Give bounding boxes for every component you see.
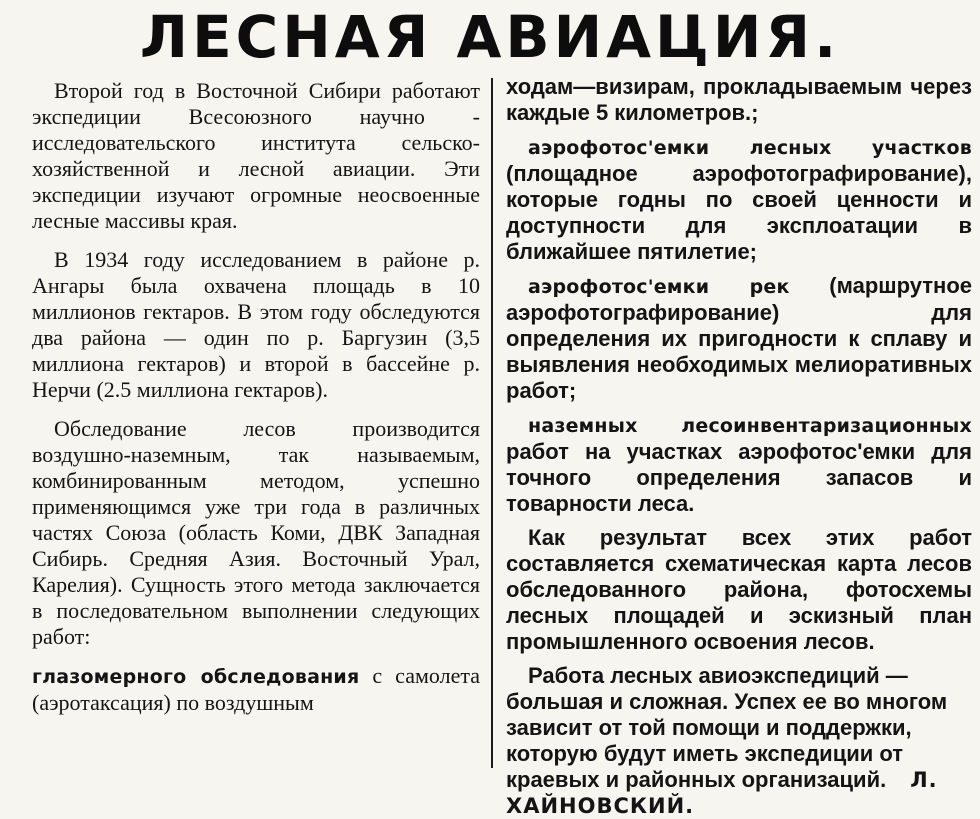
conclusion-text: Работа лесных авиоэкспедиций — большая и сложная. Успех ее во многом зависит от той помощи и поддержки, которую будут иметь экспедиции от краевых и районных организаций.: [506, 663, 948, 792]
right-column: [506, 74, 972, 818]
author-signature: Л. ХАЙНОВСКИЙ.: [506, 768, 938, 818]
column-divider: [491, 78, 493, 768]
article-title: ЛЕСНАЯ АВИАЦИЯ.: [139, 3, 841, 71]
paragraph-intro: Второй год в Восточной Сибири работают экспедиции Всесоюзного научно - исследовательского института сельско-хозяйственной и лесной авиации. Эти экспедиции изучают огромные неосвоенные лесные массивы края.: [32, 78, 480, 233]
paragraph-method: Обследование лесов производится воздушно-наземным, так называемым, комбинированным методом, успешно применяющимся уже три года в различных частях Союза (область Коми, ДВК Западная Сибирь. Средняя Азия. Восточный Урал, Карелия). Сущность этого метода заключается в последовательном выполнении следующих работ:: [32, 416, 480, 649]
list-item-term: аэрофотос'емки рек: [528, 276, 790, 298]
list-item-text: работ на участках аэрофотос'емки для точного определения запасов и товарности леса.: [506, 439, 972, 516]
left-column: [32, 78, 480, 768]
list-item-visual-survey: [32, 663, 480, 716]
list-item-term: глазомерного обследования: [32, 666, 360, 688]
list-item-text: с самолета (аэротаксация) по воздушным: [32, 663, 480, 715]
list-item-ground-inventory: [506, 412, 972, 517]
list-item-term: аэрофотос'емки лесных участков: [528, 137, 972, 159]
paragraph-result: Как результат всех этих работ составляется схематическая карта лесов обследованного района, фотосхемы лесных площадей и эскизный план промышленного освоения лесов.: [506, 525, 972, 654]
list-item-river-photography: [506, 273, 972, 404]
list-item-text: (маршрутное аэрофотографирование) для определения их пригодности к сплаву и выявления необходимых мелиоративных работ;: [506, 273, 972, 403]
paragraph-continuation: ходам—визирам, прокладываемым через каждые 5 километров.;: [506, 74, 972, 125]
paragraph-conclusion: [506, 663, 972, 819]
paragraph-1934-survey: В 1934 году исследованием в районе р. Ангары была охвачена площадь в 10 миллионов гектаров. В этом году обследуются два района — один по р. Баргузин (3,5 миллиона гектаров) и второй в бассейне р. Нерчи (2.5 миллиона гектаров).: [32, 247, 480, 402]
list-item-term: наземных лесоинвентаризационных: [528, 415, 972, 437]
list-item-area-photography: [506, 134, 972, 265]
list-item-text: (площадное аэрофотографирование), которые годны по своей ценности и доступности для эксплоатации в ближайшее пятилетие;: [506, 161, 972, 264]
